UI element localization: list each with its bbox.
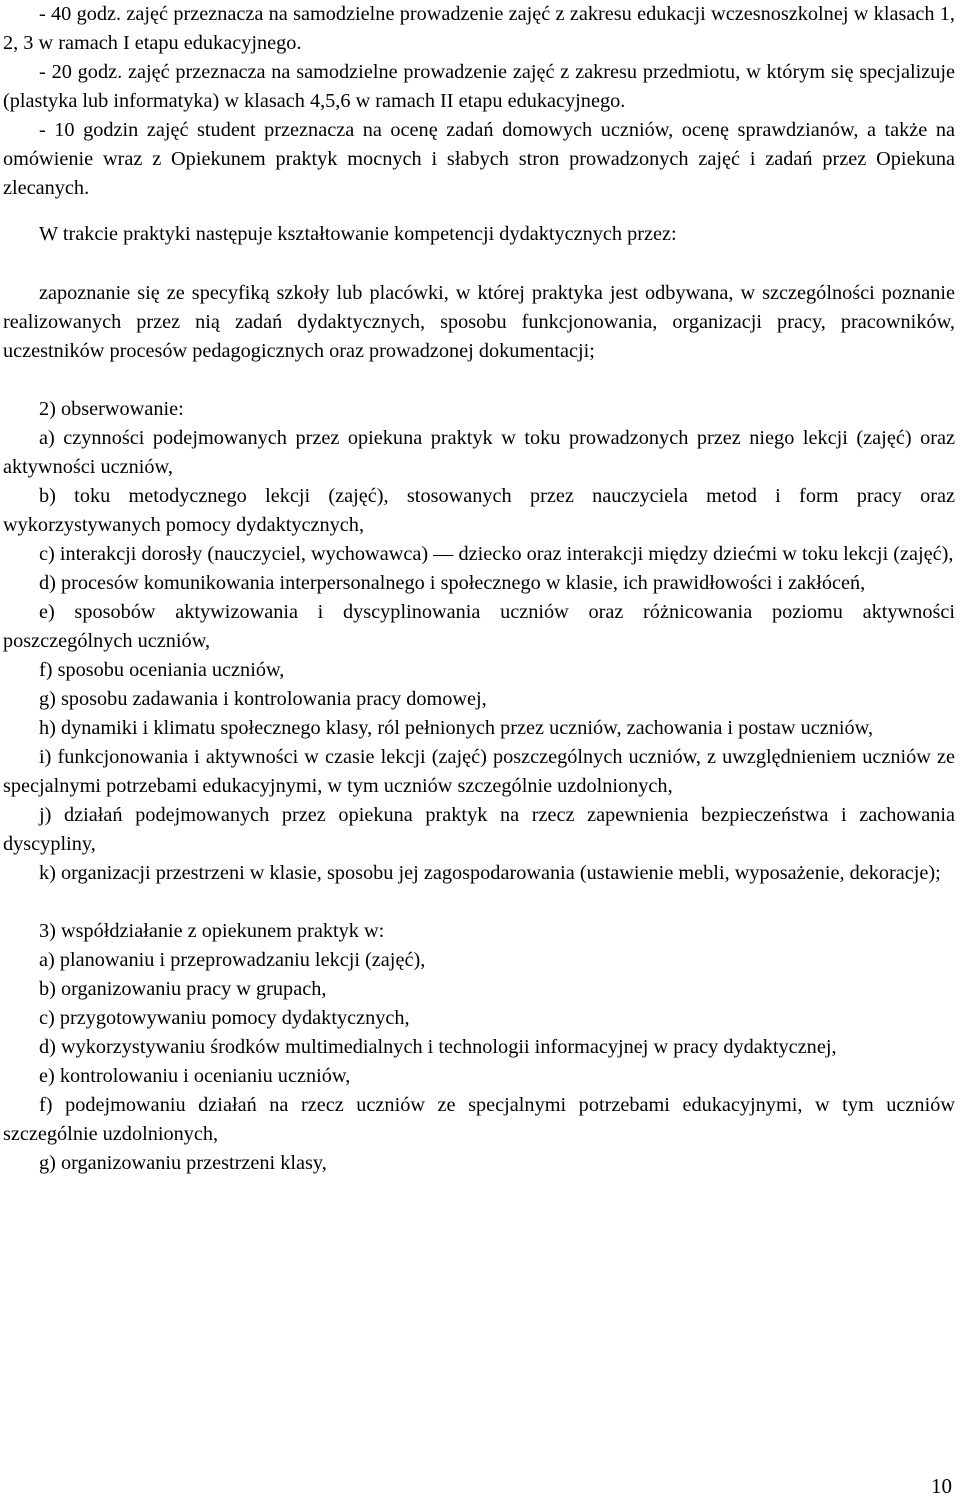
lead-paragraph: W trakcie praktyki następuje kształtowanie kompetencji dydaktycznych przez: bbox=[39, 223, 677, 245]
intro-item-40-hours: - 40 godz. zajęć przeznacza na samodzielne prowadzenie zajęć z zakresu edukacji wczesnoszkolnej w klasach 1, 2, 3 w ramach I etapu edukacyjnego. bbox=[3, 3, 955, 54]
list-item: c) interakcji dorosły (nauczyciel, wychowawca) — dziecko oraz interakcji między dziećmi w toku lekcji (zajęć), bbox=[39, 543, 954, 565]
list-item: e) kontrolowaniu i ocenianiu uczniów, bbox=[39, 1065, 351, 1087]
list-item: b) organizowaniu pracy w grupach, bbox=[39, 978, 327, 1000]
list-item: d) wykorzystywaniu środków multimedialnych i technologii informacyjnej w pracy dydaktycznej, bbox=[39, 1036, 837, 1058]
section-3-heading: 3) współdziałanie z opiekunem praktyk w: bbox=[39, 920, 385, 942]
intro-item-20-hours: - 20 godz. zajęć przeznacza na samodzielne prowadzenie zajęć z zakresu przedmiotu, w którym się specjalizuje (plastyka lub informatyka) w klasach 4,5,6 w ramach II etapu edukacyjnego. bbox=[3, 61, 955, 112]
list-item: g) organizowaniu przestrzeni klasy, bbox=[39, 1152, 327, 1174]
spacer bbox=[3, 249, 955, 279]
spacer bbox=[3, 203, 955, 220]
list-item: c) przygotowywaniu pomocy dydaktycznych, bbox=[39, 1007, 410, 1029]
page-number: 10 bbox=[931, 1474, 952, 1498]
document-page bbox=[3, 0, 955, 1178]
list-item: h) dynamiki i klimatu społecznego klasy, ról pełnionych przez uczniów, zachowania i postaw uczniów, bbox=[39, 717, 874, 739]
list-item: b) toku metodycznego lekcji (zajęć), stosowanych przez nauczyciela metod i form pracy oraz wykorzystywanych pomocy dydaktycznych, bbox=[3, 485, 955, 536]
list-item: k) organizacji przestrzeni w klasie, sposobu jej zagospodarowania (ustawienie mebli, wyposażenie, dekoracje); bbox=[39, 862, 941, 884]
section-1-paragraph: zapoznanie się ze specyfiką szkoły lub placówki, w której praktyka jest odbywana, w szczególności poznanie realizowanych przez nią zadań dydaktycznych, sposobu funkcjonowania, organizacji pracy, pracowników, uczestników procesów pedagogicznych oraz prowadzonej dokumentacji; bbox=[3, 282, 955, 362]
list-item: d) procesów komunikowania interpersonalnego i społecznego w klasie, ich prawidłowości i zakłóceń, bbox=[39, 572, 866, 594]
list-item: f) podejmowaniu działań na rzecz uczniów ze specjalnymi potrzebami edukacyjnymi, w tym uczniów szczególnie uzdolnionych, bbox=[3, 1094, 955, 1145]
list-item: i) funkcjonowania i aktywności w czasie lekcji (zajęć) poszczególnych uczniów, z uwzględnieniem uczniów ze specjalnymi potrzebami edukacyjnymi, w tym uczniów szczególnie uzdolnionych, bbox=[3, 746, 955, 797]
list-item: e) sposobów aktywizowania i dyscyplinowania uczniów oraz różnicowania poziomu aktywności poszczególnych uczniów, bbox=[3, 601, 955, 652]
spacer bbox=[3, 888, 955, 917]
spacer bbox=[3, 366, 955, 395]
section-2-heading: 2) obserwowanie: bbox=[39, 398, 184, 420]
list-item: g) sposobu zadawania i kontrolowania pracy domowej, bbox=[39, 688, 487, 710]
list-item: j) działań podejmowanych przez opiekuna praktyk na rzecz zapewnienia bezpieczeństwa i zachowania dyscypliny, bbox=[3, 804, 955, 855]
intro-item-10-hours: - 10 godzin zajęć student przeznacza na ocenę zadań domowych uczniów, ocenę sprawdzianów, a także na omówienie wraz z Opiekunem praktyk mocnych i słabych stron prowadzonych zajęć i zadań przez Opiekuna zlecanych. bbox=[3, 119, 955, 199]
list-item: f) sposobu oceniania uczniów, bbox=[39, 659, 285, 681]
list-item: a) planowaniu i przeprowadzaniu lekcji (zajęć), bbox=[39, 949, 426, 971]
list-item: a) czynności podejmowanych przez opiekuna praktyk w toku prowadzonych przez niego lekcji (zajęć) oraz aktywności uczniów, bbox=[3, 427, 955, 478]
